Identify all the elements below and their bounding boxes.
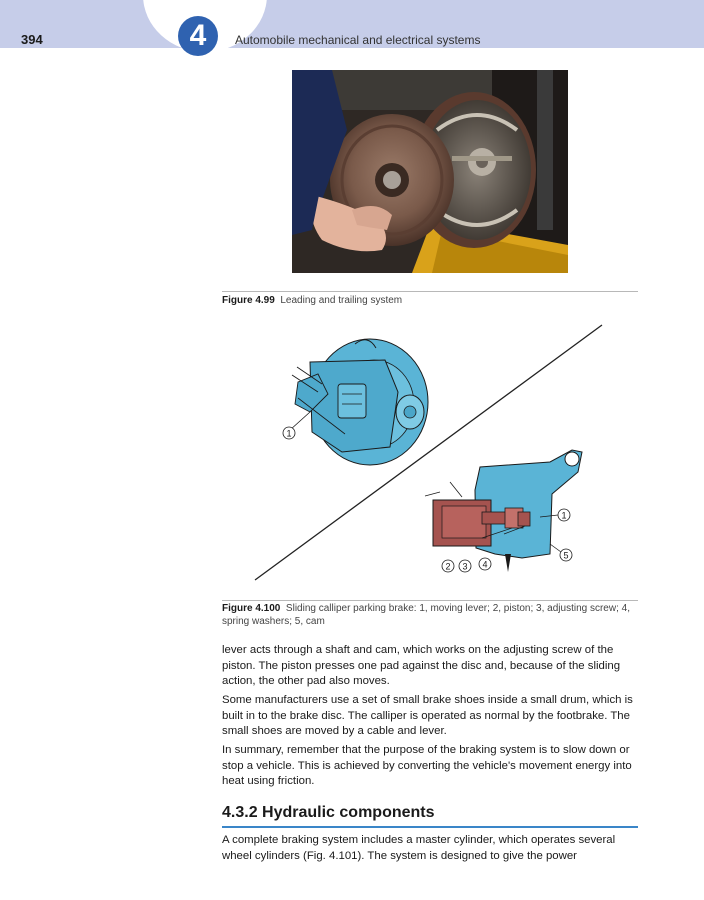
body-paragraph-4: A complete braking system includes a master cylinder, which operates several wheel cylinders (Fig. 4.101). The system is designed to give the power (222, 834, 616, 862)
callout-2: 2 (445, 561, 451, 572)
sliding-calliper-diagram (250, 322, 610, 584)
body-paragraph-3: In summary, remember that the purpose of the braking system is to slow down or stop a vehicle. This is achieved by converting the vehicle's movement energy into heat using friction. (222, 744, 632, 787)
caption-text: Sliding calliper parking brake: 1, moving lever; 2, piston; 3, adjusting screw; 4, spring washers; 5, cam (222, 603, 630, 627)
calliper-section-drawing (425, 450, 582, 572)
disc-calliper-drawing (290, 339, 428, 465)
figure-4-100-caption (222, 602, 638, 628)
brake-drum-photo (292, 70, 568, 273)
section-heading: 4.3.2 Hydraulic components (222, 804, 638, 828)
figure-label: Figure 4.100 (222, 603, 281, 614)
callout-1-lower: 1 (561, 510, 567, 521)
chapter-badge: 4 (178, 16, 218, 56)
caption-text: Leading and trailing system (280, 295, 403, 306)
callout-4: 4 (482, 559, 488, 570)
callout-1-upper: 1 (286, 428, 292, 439)
figure-caption-rule (222, 600, 638, 601)
body-paragraph-2: Some manufacturers use a set of small brake shoes inside a small drum, which is built in to the brake disc. The calliper is operated as normal by the footbrake. The small shoes are moved by a cable and lever. (222, 694, 633, 737)
page-number: 394 (21, 32, 43, 47)
body-paragraph-1: lever acts through a shaft and cam, which works on the adjusting screw of the piston. The piston presses one pad against the disc and, because of the sliding action, the other pad also moves. (222, 644, 621, 687)
figure-caption-rule (222, 291, 638, 292)
figure-label: Figure 4.99 (222, 295, 275, 306)
callout-5: 5 (563, 550, 569, 561)
callout-3: 3 (462, 561, 468, 572)
figure-4-99-caption (222, 294, 638, 307)
running-title: Automobile mechanical and electrical systems (235, 33, 481, 47)
